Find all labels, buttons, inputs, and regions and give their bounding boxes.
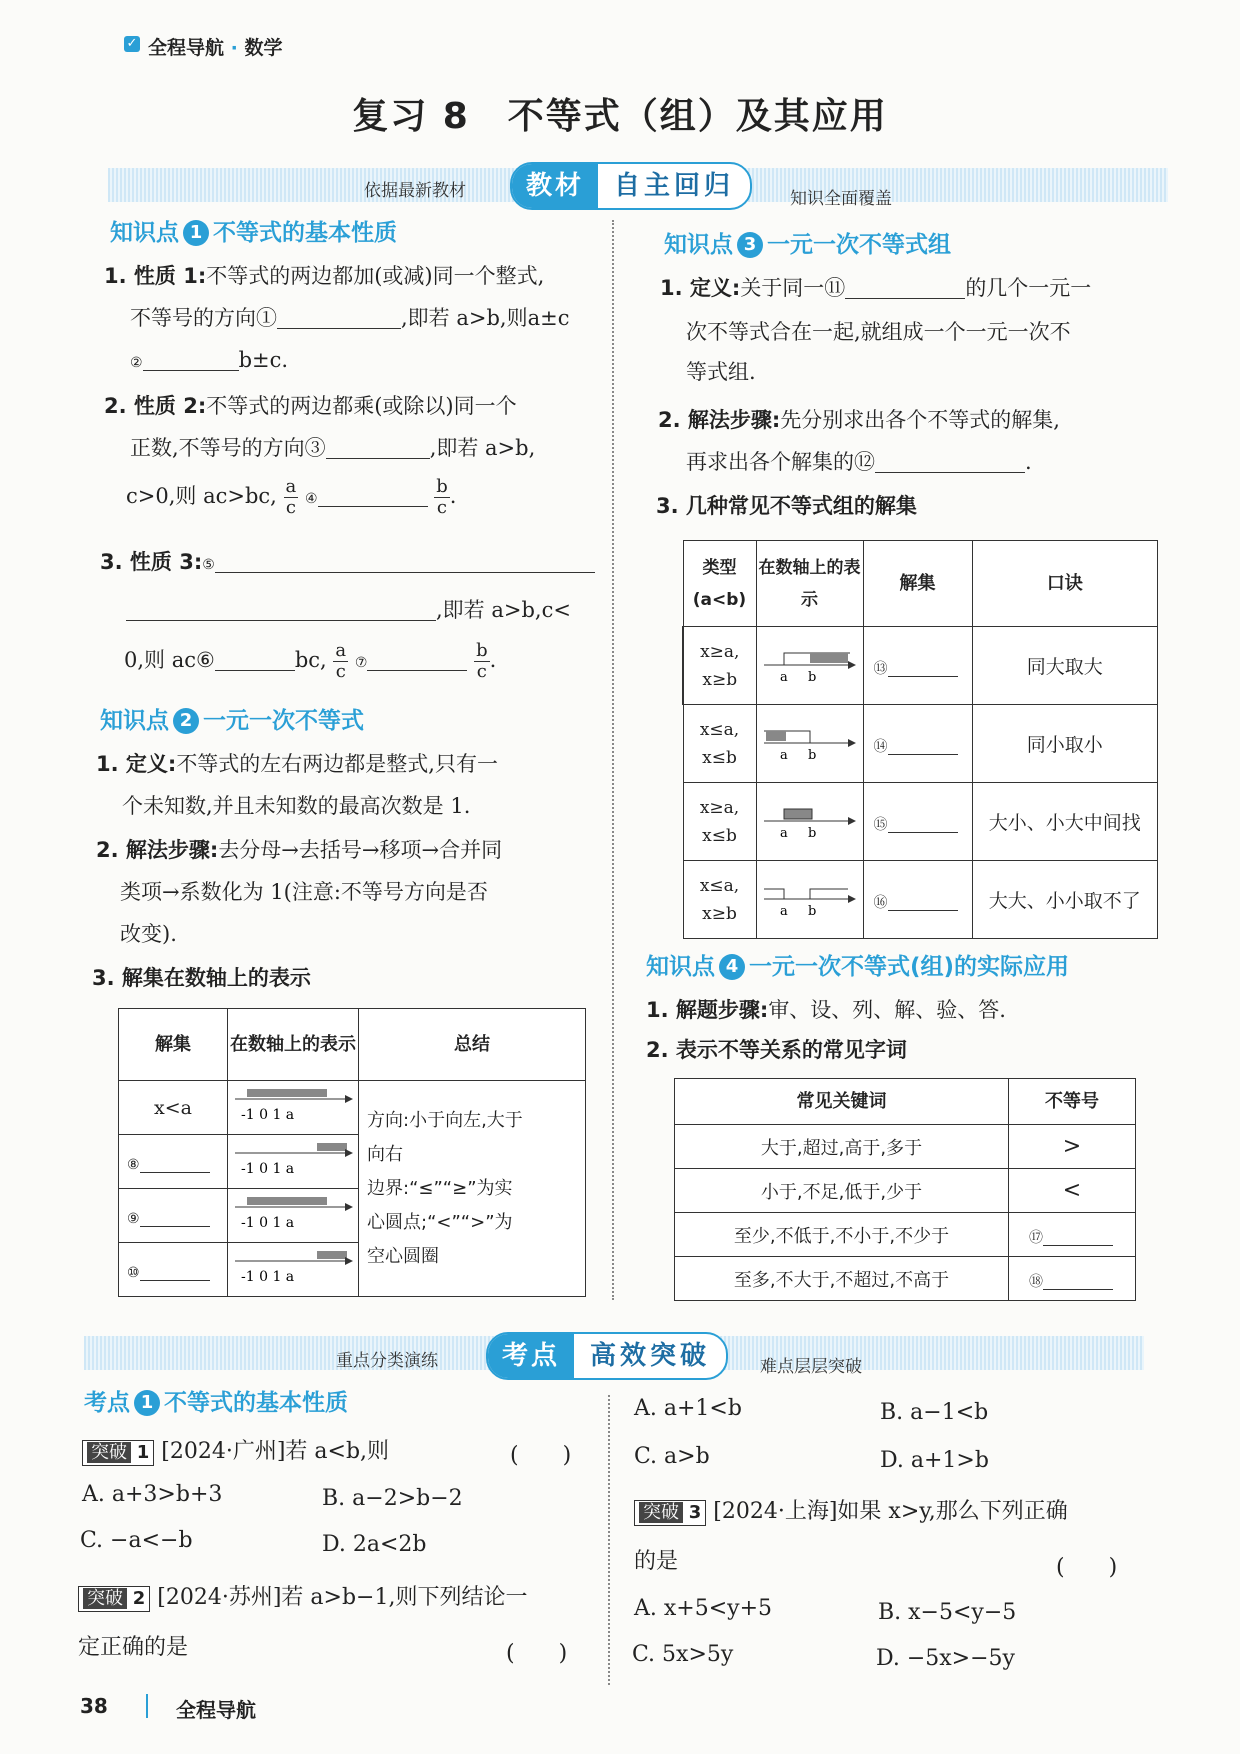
kp1-p1: 1. 性质 1:不等式的两边都加(或减)同一个整式,	[104, 264, 545, 288]
col-header: 总结	[359, 1009, 586, 1081]
table-cell: ⑨	[119, 1189, 228, 1243]
kp2-d1: 1. 定义:不等式的左右两边都是整式,只有一	[96, 752, 498, 776]
column-divider-2	[608, 1395, 610, 1685]
kp3-d1-line3: 等式组.	[686, 360, 756, 384]
kp1-p3-line2: ,即若 a>b,c<	[126, 590, 571, 630]
number-line	[756, 705, 863, 783]
table-cell: 至少,不低于,不小于,不少于	[675, 1213, 1009, 1257]
kp2-d2-line3: 改变).	[120, 922, 177, 946]
q2-opt-a: A. a+1<b	[634, 1396, 742, 1421]
table-cell: 至多,不大于,不超过,不高于	[675, 1257, 1009, 1301]
type-cell: x≥a, x≤b	[683, 783, 756, 861]
kp3-d2-line2: 再求出各个解集的⑫ .	[686, 450, 1032, 474]
kp1-p2-line2: 正数,不等号的方向③ ,即若 a>b,	[130, 436, 536, 460]
band2-left: 重点分类演练	[336, 1351, 438, 1371]
q1-stem: 突破 1 [2024·广州]若 a<b,则	[82, 1434, 389, 1466]
q3-paren: ( )	[1056, 1555, 1118, 1580]
kp2-d2-line2: 类项→系数化为 1(注意:不等号方向是否	[120, 880, 488, 904]
kp2-d1-line2: 个未知数,并且未知数的最高次数是 1.	[122, 794, 471, 818]
q2-paren: ( )	[506, 1641, 568, 1666]
number-line	[756, 861, 863, 939]
q2-stem: 突破 2 [2024·苏州]若 a>b−1,则下列结论一	[78, 1580, 527, 1612]
footer-brand: 全程导航	[176, 1698, 256, 1722]
table-cell: 小于,不足,低于,少于	[675, 1169, 1009, 1213]
kp3-d3: 3. 几种常见不等式组的解集	[656, 494, 917, 518]
q1-opt-a: A. a+3>b+3	[82, 1482, 223, 1507]
kp1-p3: 3. 性质 3:⑤	[100, 542, 595, 585]
col-header: 解集	[119, 1009, 228, 1081]
type-cell: x≤a, x≤b	[683, 705, 756, 783]
kp3-d1: 1. 定义:关于同一⑪ 的几个一元一	[660, 276, 1092, 300]
header-brand: 全程导航 · 数学	[148, 37, 283, 59]
q1-opt-c: C. −a<−b	[80, 1528, 193, 1553]
q2-opt-b: B. a−1<b	[880, 1400, 989, 1425]
footer-divider	[146, 1694, 148, 1718]
rhyme-cell: 大大、小小取不了	[972, 861, 1158, 939]
answer-cell: ⑬	[863, 627, 972, 705]
table-cell: ⑱	[1009, 1257, 1136, 1301]
band1-tag: 教材 自主回归	[510, 162, 752, 210]
q3-opt-d: D. −5x>−5y	[876, 1646, 1015, 1671]
svg-text:b: b	[807, 904, 816, 917]
keyword-table	[674, 1078, 1136, 1301]
q1-paren: ( )	[510, 1443, 572, 1468]
q3-stem2: 的是	[634, 1549, 679, 1574]
kp2-d3: 3. 解集在数轴上的表示	[92, 966, 311, 990]
number-line	[228, 1243, 359, 1297]
column-divider	[612, 220, 614, 1300]
q3-stem: 突破 3 [2024·上海]如果 x>y,那么下列正确	[634, 1494, 1068, 1526]
band2-tag: 考点 高效突破	[486, 1332, 728, 1380]
svg-text:a: a	[779, 826, 788, 839]
answer-cell: ⑮	[863, 783, 972, 861]
svg-text:-1 0 1 a: -1 0 1 a	[241, 1215, 295, 1231]
col-header: 解集	[863, 541, 972, 627]
col-header: 在数轴上的表示	[756, 541, 863, 627]
rhyme-cell: 同大取大	[972, 627, 1158, 705]
col-header: 类型(a<b)	[683, 541, 756, 627]
number-line	[228, 1135, 359, 1189]
answer-cell: ⑭	[863, 705, 972, 783]
summary-cell: 方向:小于向左,大于 向右 边界:“≤”“≥”为实 心圆点;“<”“>”为 空心圆圈	[359, 1081, 586, 1297]
svg-text:b: b	[807, 670, 816, 683]
type-cell: x≥a, x≥b	[683, 627, 756, 705]
band2-right: 难点层层突破	[760, 1357, 862, 1377]
kp1-p1-line3: ② b±c.	[130, 348, 289, 372]
answer-cell: ⑯	[863, 861, 972, 939]
q3-opt-a: A. x+5<y+5	[634, 1596, 773, 1621]
type-cell: x≤a, x≥b	[683, 861, 756, 939]
kp4-s2: 2. 表示不等关系的常见字词	[646, 1038, 907, 1062]
kp2-d2: 2. 解法步骤:去分母→去括号→移项→合并同	[96, 838, 503, 862]
number-line	[756, 783, 863, 861]
svg-text:b: b	[807, 826, 816, 839]
kp1-p2: 2. 性质 2:不等式的两边都乘(或除以)同一个	[104, 394, 517, 418]
q3-opt-c: C. 5x>5y	[632, 1642, 734, 1667]
table-cell: x<a	[119, 1081, 228, 1135]
svg-text:b: b	[807, 748, 816, 761]
q1-opt-d: D. 2a<2b	[322, 1532, 427, 1557]
number-line	[228, 1081, 359, 1135]
rhyme-cell: 同小取小	[972, 705, 1158, 783]
band1-right: 知识全面覆盖	[790, 189, 892, 209]
table-cell: <	[1009, 1169, 1136, 1213]
kp2-heading: 知识点 2 一元一次不等式	[100, 708, 364, 734]
q2-opt-d: D. a+1>b	[880, 1448, 989, 1473]
svg-text:a: a	[779, 904, 788, 917]
kp1-heading: 知识点 1 不等式的基本性质	[110, 220, 397, 246]
kp1-p3-line3: 0,则 ac⑥ bc, $\frac{a}{c}$ ⑦ $\frac{b}{c}$.	[124, 640, 497, 682]
svg-text:a: a	[779, 670, 788, 683]
page-number: 38	[80, 1694, 108, 1718]
kp4-s1: 1. 解题步骤:审、设、列、解、验、答.	[646, 998, 1006, 1022]
number-line	[756, 627, 863, 705]
q2-stem2: 定正确的是	[78, 1635, 189, 1660]
solution-set-table	[118, 1008, 586, 1297]
kp3-heading: 知识点 3 一元一次不等式组	[664, 232, 951, 258]
kp4-heading: 知识点 4 一元一次不等式(组)的实际应用	[646, 954, 1070, 980]
svg-text:a: a	[779, 748, 788, 761]
table-cell: 大于,超过,高于,多于	[675, 1125, 1009, 1169]
q3-opt-b: B. x−5<y−5	[878, 1600, 1017, 1625]
table-cell: ⑩	[119, 1243, 228, 1297]
svg-text:-1 0 1 a: -1 0 1 a	[241, 1107, 295, 1123]
page-title: 复习 8 不等式（组）及其应用	[352, 96, 888, 137]
col-header: 不等号	[1009, 1079, 1136, 1125]
check-icon: ✓	[124, 36, 140, 52]
exam-heading: 考点 1 不等式的基本性质	[84, 1390, 348, 1416]
col-header: 常见关键词	[675, 1079, 1009, 1125]
rhyme-cell: 大小、小大中间找	[972, 783, 1158, 861]
band1-left: 依据最新教材	[364, 181, 466, 201]
table-cell: ⑰	[1009, 1213, 1136, 1257]
svg-text:-1 0 1 a: -1 0 1 a	[241, 1269, 295, 1285]
svg-text:-1 0 1 a: -1 0 1 a	[241, 1161, 295, 1177]
kp3-d1-line2: 次不等式合在一起,就组成一个一元一次不	[686, 320, 1071, 344]
inequality-system-table	[682, 540, 1158, 939]
q1-opt-b: B. a−2>b−2	[322, 1486, 463, 1511]
kp1-p1-line2: 不等号的方向① ,即若 a>b,则a±c	[130, 306, 570, 330]
col-header: 口诀	[972, 541, 1158, 627]
q2-opt-c: C. a>b	[634, 1444, 710, 1469]
kp1-p2-line3: c>0,则 ac>bc, $\frac{a}{c}$ ④ $\frac{b}{c}$.	[126, 476, 457, 518]
col-header: 在数轴上的表示	[228, 1009, 359, 1081]
table-cell: >	[1009, 1125, 1136, 1169]
number-line	[228, 1189, 359, 1243]
kp3-d2: 2. 解法步骤:先分别求出各个不等式的解集,	[658, 408, 1060, 432]
table-cell: ⑧	[119, 1135, 228, 1189]
